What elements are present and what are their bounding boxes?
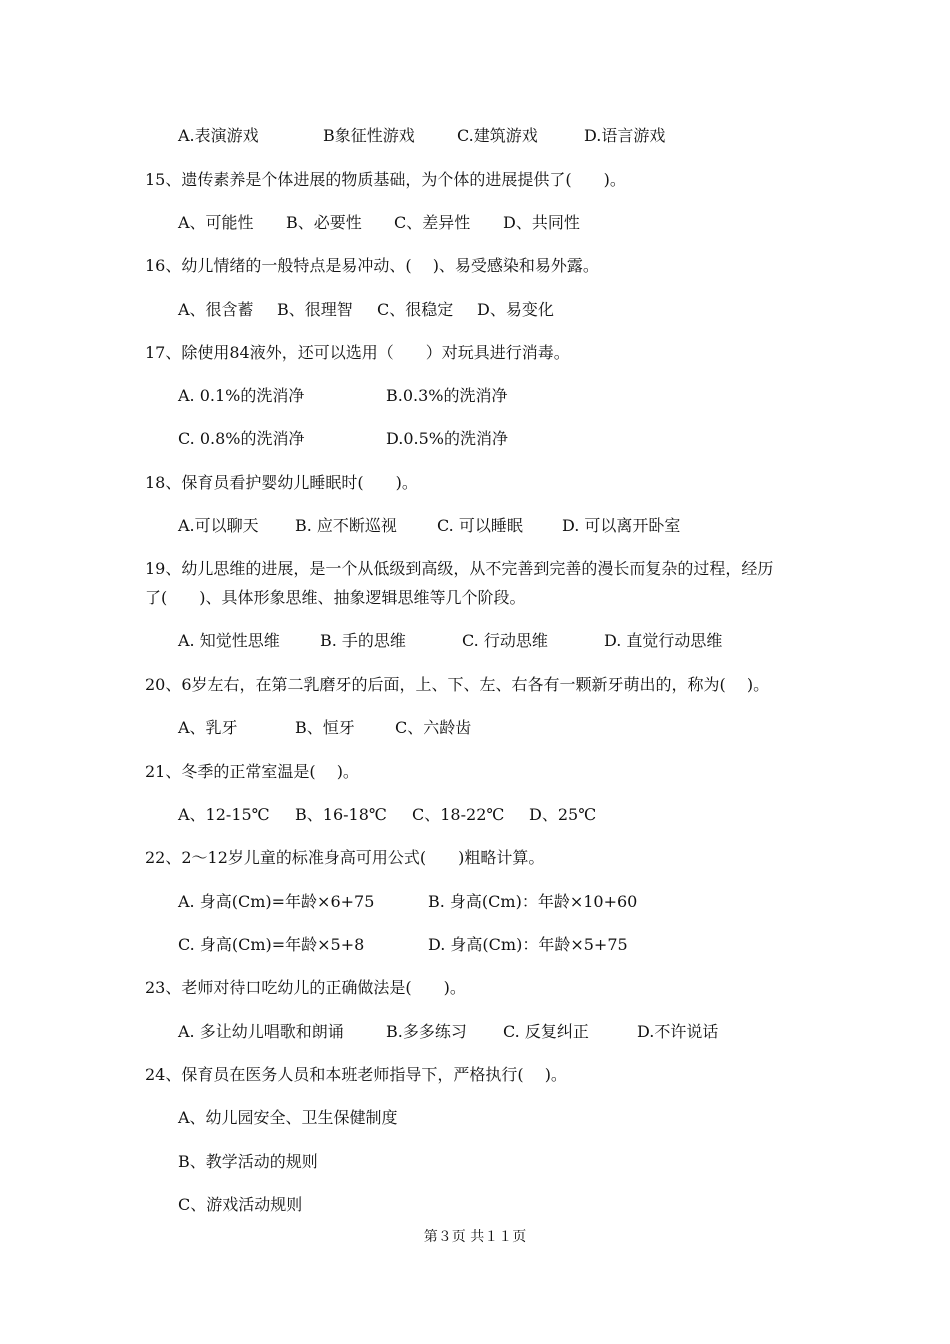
q22-option-c: C. 身高(Cm)=年龄×5+8	[178, 935, 365, 954]
q18-option-b: B. 应不断巡视	[295, 516, 397, 535]
q24-option-b: B、教学活动的规则	[178, 1152, 318, 1171]
q22-option-d: D. 身高(Cm)：年龄×5+75	[428, 935, 628, 954]
q24-stem: 24、保育员在医务人员和本班老师指导下，严格执行( )。	[145, 1065, 567, 1084]
q16-option-d: D、易变化	[477, 300, 554, 319]
q15-option-d: D、共同性	[503, 213, 580, 232]
q16-stem: 16、幼儿情绪的一般特点是易冲动、( )、易受感染和易外露。	[145, 256, 599, 275]
q17-option-c: C. 0.8%的洗消净	[178, 429, 305, 448]
q18-option-c: C. 可以睡眠	[437, 516, 523, 535]
q17-stem: 17、除使用84液外，还可以选用（ ）对玩具进行消毒。	[145, 343, 570, 362]
q21-stem: 21、冬季的正常室温是( )。	[145, 762, 359, 781]
q21-option-b: B、16-18℃	[295, 805, 387, 824]
page-number-footer: 第３页 共１１页	[423, 1229, 527, 1245]
q22-option-a: A. 身高(Cm)=年龄×6+75	[178, 892, 375, 911]
q20-option-c: C、六龄齿	[395, 718, 472, 737]
q20-option-a: A、乳牙	[178, 718, 238, 737]
q18-stem: 18、保育员看护婴幼儿睡眠时( )。	[145, 473, 418, 492]
q14-option-c: C.建筑游戏	[457, 126, 538, 145]
q15-option-c: C、差异性	[394, 213, 471, 232]
q21-option-c: C、18-22℃	[412, 805, 505, 824]
q17-option-a: A. 0.1%的洗消净	[178, 386, 305, 405]
q15-option-b: B、必要性	[286, 213, 362, 232]
q17-option-d: D.0.5%的洗消净	[386, 429, 508, 448]
q18-option-d: D. 可以离开卧室	[562, 516, 681, 535]
q19-option-d: D. 直觉行动思维	[604, 631, 723, 650]
q22-option-b: B. 身高(Cm)：年龄×10+60	[428, 892, 638, 911]
q21-option-a: A、12-15℃	[178, 805, 270, 824]
q19-option-c: C. 行动思维	[462, 631, 548, 650]
q15-stem: 15、遗传素养是个体进展的物质基础，为个体的进展提供了( )。	[145, 170, 626, 189]
q21-option-d: D、25℃	[529, 805, 597, 824]
q24-option-c: C、游戏活动规则	[178, 1195, 303, 1214]
q19-option-b: B. 手的思维	[320, 631, 406, 650]
q22-stem: 22、2～12岁儿童的标准身高可用公式( )粗略计算。	[145, 848, 545, 867]
q16-option-a: A、很含蓄	[178, 300, 254, 319]
q17-option-b: B.0.3%的洗消净	[386, 386, 508, 405]
q20-option-b: B、恒牙	[295, 718, 355, 737]
q15-option-a: A、可能性	[178, 213, 254, 232]
q19-stem-line2: 了( )、具体形象思维、抽象逻辑思维等几个阶段。	[145, 588, 526, 607]
q19-option-a: A. 知觉性思维	[178, 631, 280, 650]
q16-option-b: B、很理智	[277, 300, 353, 319]
q24-option-a: A、幼儿园安全、卫生保健制度	[178, 1108, 398, 1127]
q23-option-d: D.不许说话	[637, 1022, 719, 1041]
q23-option-a: A. 多让幼儿唱歌和朗诵	[178, 1022, 344, 1041]
q14-option-a: A.表演游戏	[178, 126, 259, 145]
q23-stem: 23、老师对待口吃幼儿的正确做法是( )。	[145, 978, 466, 997]
q19-stem-line1: 19、幼儿思维的进展，是一个从低级到高级，从不完善到完善的漫长而复杂的过程，经历	[145, 559, 774, 578]
q18-option-a: A.可以聊天	[178, 516, 259, 535]
q23-option-b: B.多多练习	[386, 1022, 467, 1041]
q16-option-c: C、很稳定	[377, 300, 454, 319]
q14-option-d: D.语言游戏	[584, 126, 666, 145]
q14-option-b: B象征性游戏	[323, 126, 415, 145]
q20-stem: 20、6岁左右，在第二乳磨牙的后面，上、下、左、右各有一颗新牙萌出的，称为( )。	[145, 675, 770, 694]
q23-option-c: C. 反复纠正	[503, 1022, 589, 1041]
